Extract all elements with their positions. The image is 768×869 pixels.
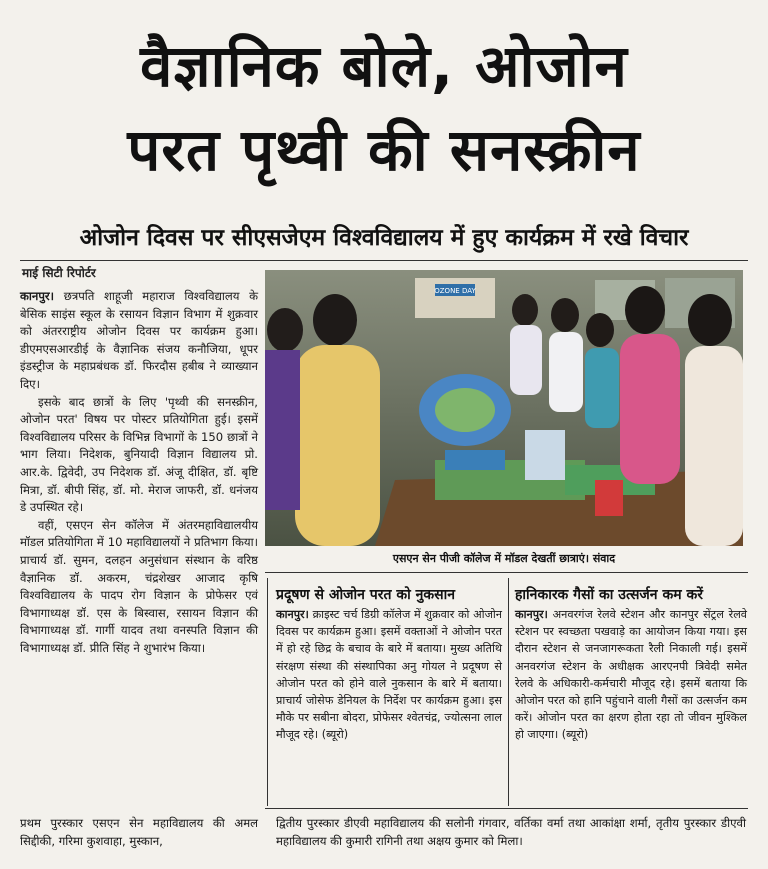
dateline: कानपुर। bbox=[276, 608, 309, 621]
divider bbox=[20, 260, 748, 261]
main-story-paragraph-3: वहीं, एसएन सेन कॉलेज में अंतरमहाविद्यालयीय मॉडल प्रतियोगिता में 10 महाविद्यालयों ने प्रतिभाग किया। प्राचार्य डॉ. सुमन, दलहन अनुसंधान संस्थान के वरिष्ठ वैज्ञानिक डॉ. अकरम, चंद्रशेखर आजाद कृषि विश्वविद्यालय के पादप रोग विज्ञान के प्रोफेसर एवं विभागाध्यक्ष डॉ. एस के बिस्वास, रसायन विज्ञान की विभागाध्यक्ष डॉ. गार्गी यादव तथा वनस्पति विज्ञान की विभागाध्यक्ष डॉ. प्रीति सिंह ने शुभारंभ किया। bbox=[20, 517, 258, 655]
dateline: कानपुर। bbox=[515, 608, 548, 621]
headline-line-1: वैज्ञानिक बोले, ओजोन bbox=[140, 32, 628, 100]
photo-caption: एसएन सेन पीजी कॉलेज में मॉडल देखतीं छात्राएं। संवाद bbox=[392, 552, 616, 565]
news-photo bbox=[265, 270, 743, 546]
byline: माई सिटी रिपोर्टर bbox=[22, 266, 96, 280]
dateline: कानपुर। bbox=[20, 289, 55, 303]
divider bbox=[265, 808, 748, 809]
main-story-paragraph-4: प्रथम पुरस्कार एसएन सेन महाविद्यालय की अमल सिद्दीकी, गरिमा कुशवाहा, मुस्कान, bbox=[20, 816, 258, 848]
column-divider bbox=[508, 578, 509, 806]
story-3-heading: हानिकारक गैसों का उत्सर्जन कम करें bbox=[515, 587, 703, 603]
column-divider bbox=[267, 578, 268, 806]
main-story-paragraph-2: इसके बाद छात्रों के लिए 'पृथ्वी की सनस्क्रीन, ओजोन परत' विषय पर पोस्टर प्रतियोगिता हुई। इसमें विश्वविद्यालय परिसर के विभिन्न विभागों के 150 छात्रों ने भाग लिया। निदेशक, बुनियादी विज्ञान विद्यालय प्रो. आर.के. द्विवेदी, उप निदेशक डॉ. अंजू दीक्षित, डॉ. बृष्टि मित्रा, डॉ. बीपी सिंह, डॉ. मो. मेराज जाफरी, डॉ. धनंजय डे उपस्थित रहे। bbox=[20, 394, 258, 515]
main-story-paragraph-1: कानपुर। छत्रपति शाहूजी महाराज विश्वविद्यालय के बेसिक साइंस स्कूल के रसायन विज्ञान विभाग में शुक्रवार को अंतरराष्ट्रीय ओजोन दिवस पर कार्यक्रम हुआ। डीएमएसआरडीई के वैज्ञानिक संजय कनौजिया, धूपर इंडस्ट्रीज के महाप्रबंधक डॉ. फिरदौस हबीब ने व्याख्यान दिए। bbox=[20, 289, 258, 391]
story-2-heading: प्रदूषण से ओजोन परत को नुकसान bbox=[276, 587, 455, 603]
story-3-body: कानपुर। अनवरगंज रेलवे स्टेशन और कानपुर सेंट्रल रेलवे स्टेशन पर स्वच्छता पखवाड़े का आयोजन किया गया। इस दौरान स्टेशन से जनजागरूकता रैली निकाली गई। इसमें अनवरगंज स्टेशन के अधीक्षक आरएनपी त्रिवेदी समेत रेलवे के अधिकारी-कर्मचारी मौजूद रहे। इसमें बताया कि ओजोन परत को हानि पहुंचाने वाली गैसों का उत्सर्जन कम करें। ओजोन परत का क्षरण होता रहा तो जीवन मुश्किल हो जाएगा। (ब्यूरो) bbox=[515, 608, 747, 742]
story-2-body: कानपुर। क्राइस्ट चर्च डिग्री कॉलेज में शुक्रवार को ओजोन दिवस पर कार्यक्रम हुआ। इसमें वक्ताओं ने ओजोन परत में हो रहे छिद्र के बचाव के बारे में बताया। मुख्य अतिथि संरक्षण संस्था की संस्थापिका अनु गोयल ने प्रदूषण से ओजोन परत को होने वाले नुकसान के बारे में बताया। प्राचार्य जोसेफ डेनियल के निर्देश पर कार्यक्रम हुआ। इस मौके पर सबीना बोदरा, प्रोफेसर श्वेतचंद्र, ज्योत्सना लाल मौजूद रहे। (ब्यूरो) bbox=[276, 608, 503, 742]
divider bbox=[265, 572, 748, 573]
subheadline: ओजोन दिवस पर सीएसजेएम विश्वविद्यालय में हुए कार्यक्रम में रखे विचार bbox=[79, 225, 689, 251]
banner-text: OZONE DAY bbox=[434, 287, 476, 295]
headline-line-2: परत पृथ्वी की सनस्क्रीन bbox=[127, 116, 641, 184]
main-story-continuation: द्वितीय पुरस्कार डीएवी महाविद्यालय की सलोनी गंगवार, वर्तिका वर्मा तथा आकांक्षा शर्मा, तृतीय पुरस्कार डीएवी महाविद्यालय की कुमारी रागिनी तथा अक्षय कुमार को मिला। bbox=[276, 816, 746, 848]
main-story-column bbox=[20, 288, 258, 657]
students-viewing-models-image bbox=[265, 270, 743, 546]
